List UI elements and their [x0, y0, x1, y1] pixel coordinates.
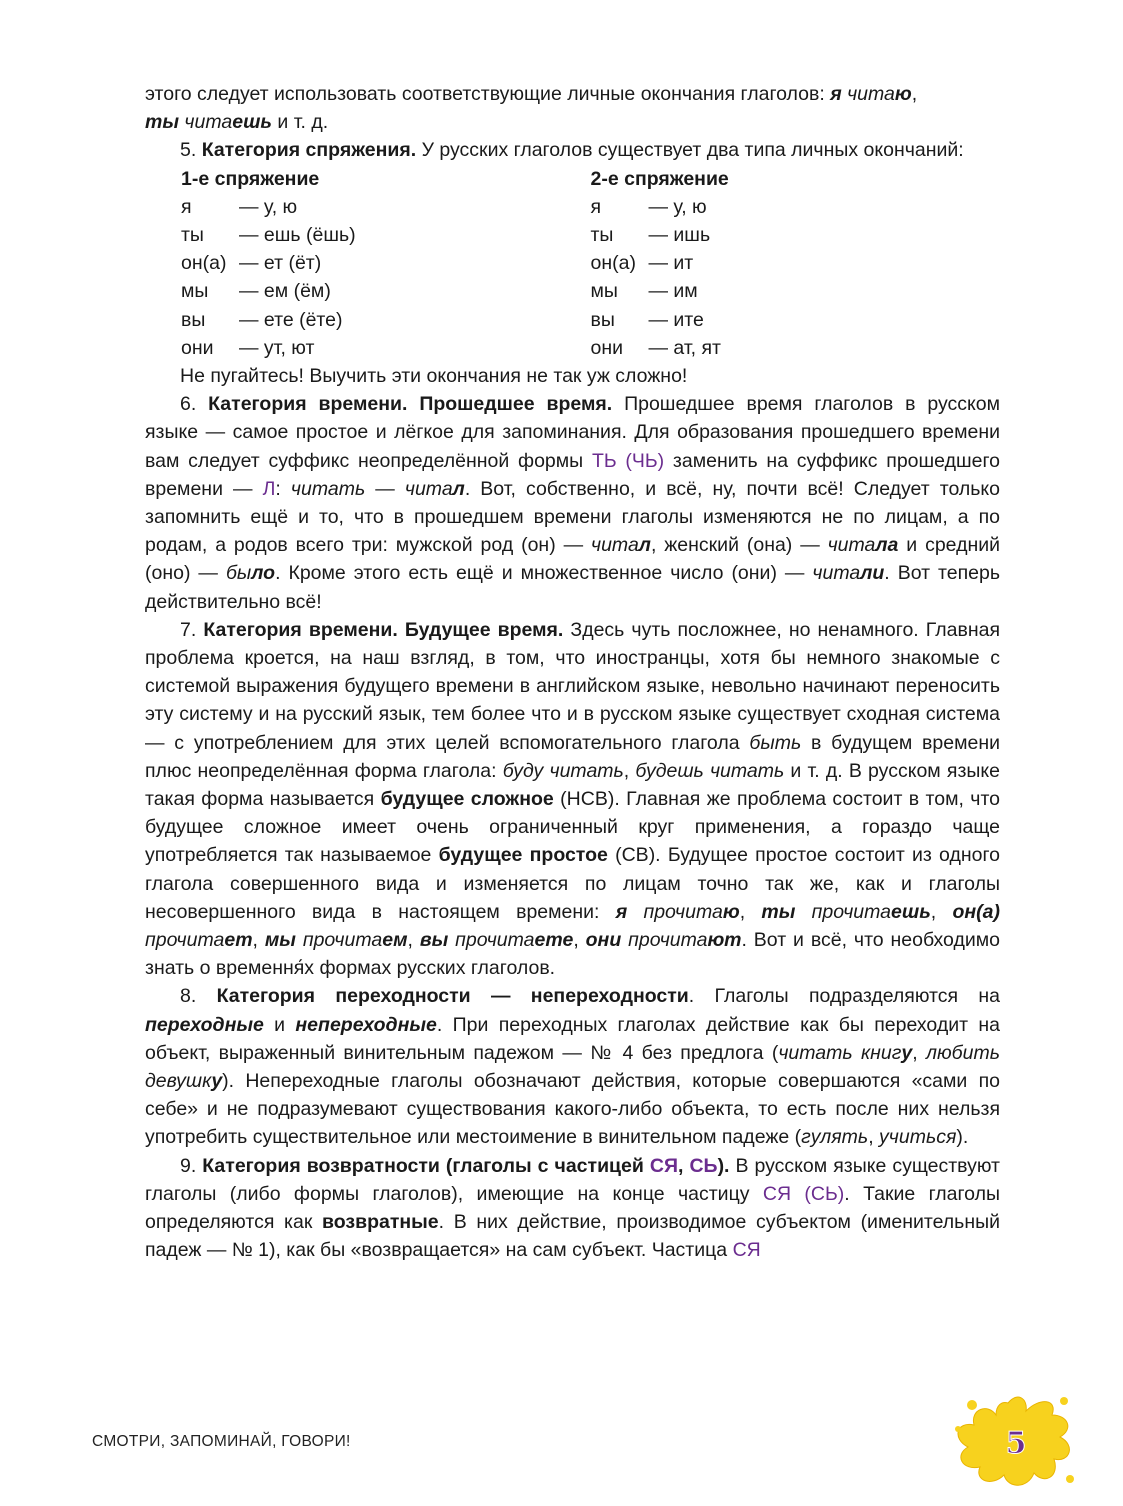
page-body	[145, 80, 1000, 1264]
table-row: вы — ете (ёте)	[181, 308, 343, 331]
paint-splash-icon	[948, 1385, 1078, 1495]
paragraph-note: Не пугайтесь! Выучить эти окончания не так уж сложно!	[180, 364, 688, 387]
conjugation-table	[181, 165, 1000, 362]
conjugation-2	[591, 165, 1001, 362]
table-row: мы — им	[590, 280, 698, 303]
table-row: он(а) — ет (ёт)	[181, 252, 322, 275]
conjugation-1	[181, 165, 591, 362]
table-row: ты — ешь (ёшь)	[181, 223, 356, 246]
table-row: они — ат, ят	[590, 336, 721, 359]
paragraph-7: 7. Категория времени. Будущее время. Здесь чуть посложнее, но ненамного. Главная проблема кроется, на наш взгляд, в том, что иностранцы, хотя бы немного знакомые с системой выражения будущего времени в английском языке, невольно начинают переносить эту систему и на русский язык, тем более что и в русском языке существует сходная система — с употреблением для этих целей вспомогательного глагола быть в будущем времени плюс неопределённая форма глагола: буду читать, будешь читать и т. д. В русском языке такая форма называется будущее сложное (НСВ). Главная же проблема состоит в том, что будущее сложное имеет очень ограниченный круг применения, а гораздо чаще употребляется так называемое будущее простое (СВ). Будущее простое состоит из одного глагола совершенного вида и изменяется по лицам точно так же, как и глаголы несовершенного вида в настоящем времени: я прочитаю, ты прочитаешь, он(а) прочитает, мы прочитаем, вы прочитаете, они прочитают. Вот и всё, что необходимо знать о времення́х формах русских глаголов.	[145, 618, 1001, 980]
table-row: мы — ем (ём)	[181, 280, 331, 303]
paragraph-6: 6. Категория времени. Прошедшее время. Прошедшее время глаголов в русском языке — самое простое и лёгкое для запоминания. Для образования прошедшего времени вам следует суффикс неопределённой формы ТЬ (ЧЬ) заменить на суффикс прошедшего времени — Л: читать — читал. Вот, собственно, и всё, ну, почти всё! Следует только запомнить ещё и то, что в прошедшем времени глаголы изменяются не по лицам, а по родам, а родов всего три: мужской род (он) — читал, женский (она) — читала и средний (оно) — было. Кроме этого есть ещё и множественное число (они) — читали. Вот теперь действительно всё!	[145, 393, 1001, 613]
paragraph-8: 8. Категория переходности — непереходности. Глаголы подразделяются на переходные и непереходные. При переходных глаголах действие как бы переходит на объект, выраженный винительным падежом — № 4 без предлога (читать книгу, любить девушку). Непереходные глаголы обозначают действия, которые совершаются «сами по себе» и не подразумевают существования какого-либо объекта, то есть после них нельзя употребить существительное или местоимение в винительном падеже (гулять, учиться).	[145, 985, 1000, 1149]
page-number: 5	[1005, 1426, 1027, 1461]
table-row: я — у, ю	[590, 195, 707, 218]
table-row: ты — ишь	[590, 223, 711, 246]
conjugation-header: 2-е спряжение	[590, 167, 729, 190]
table-row: они — ут, ют	[181, 336, 315, 359]
table-row: вы — ите	[590, 308, 704, 331]
conjugation-header: 1-е спряжение	[181, 167, 320, 190]
footer-title: СМОТРИ, ЗАПОМИНАЙ, ГОВОРИ!	[92, 1433, 351, 1450]
paragraph-intro: этого следует использовать соответствующие личные окончания глаголов: я читаю, ты читаешь и т. д.	[145, 83, 918, 134]
table-row: он(а) — ит	[590, 252, 694, 275]
table-row: я — у, ю	[181, 195, 298, 218]
paragraph-5: 5. Категория спряжения. У русских глаголов существует два типа личных окончаний:	[180, 139, 964, 162]
paragraph-9: 9. Категория возвратности (глаголы с частицей СЯ, СЬ). В русском языке существуют глаголы (либо формы глаголов), имеющие на конце частицу СЯ (СЬ). Такие глаголы определяются как возвратные. В них действие, производимое субъектом (именительный падеж — № 1), как бы «возвращается» на сам субъект. Частица СЯ	[145, 1154, 1000, 1262]
